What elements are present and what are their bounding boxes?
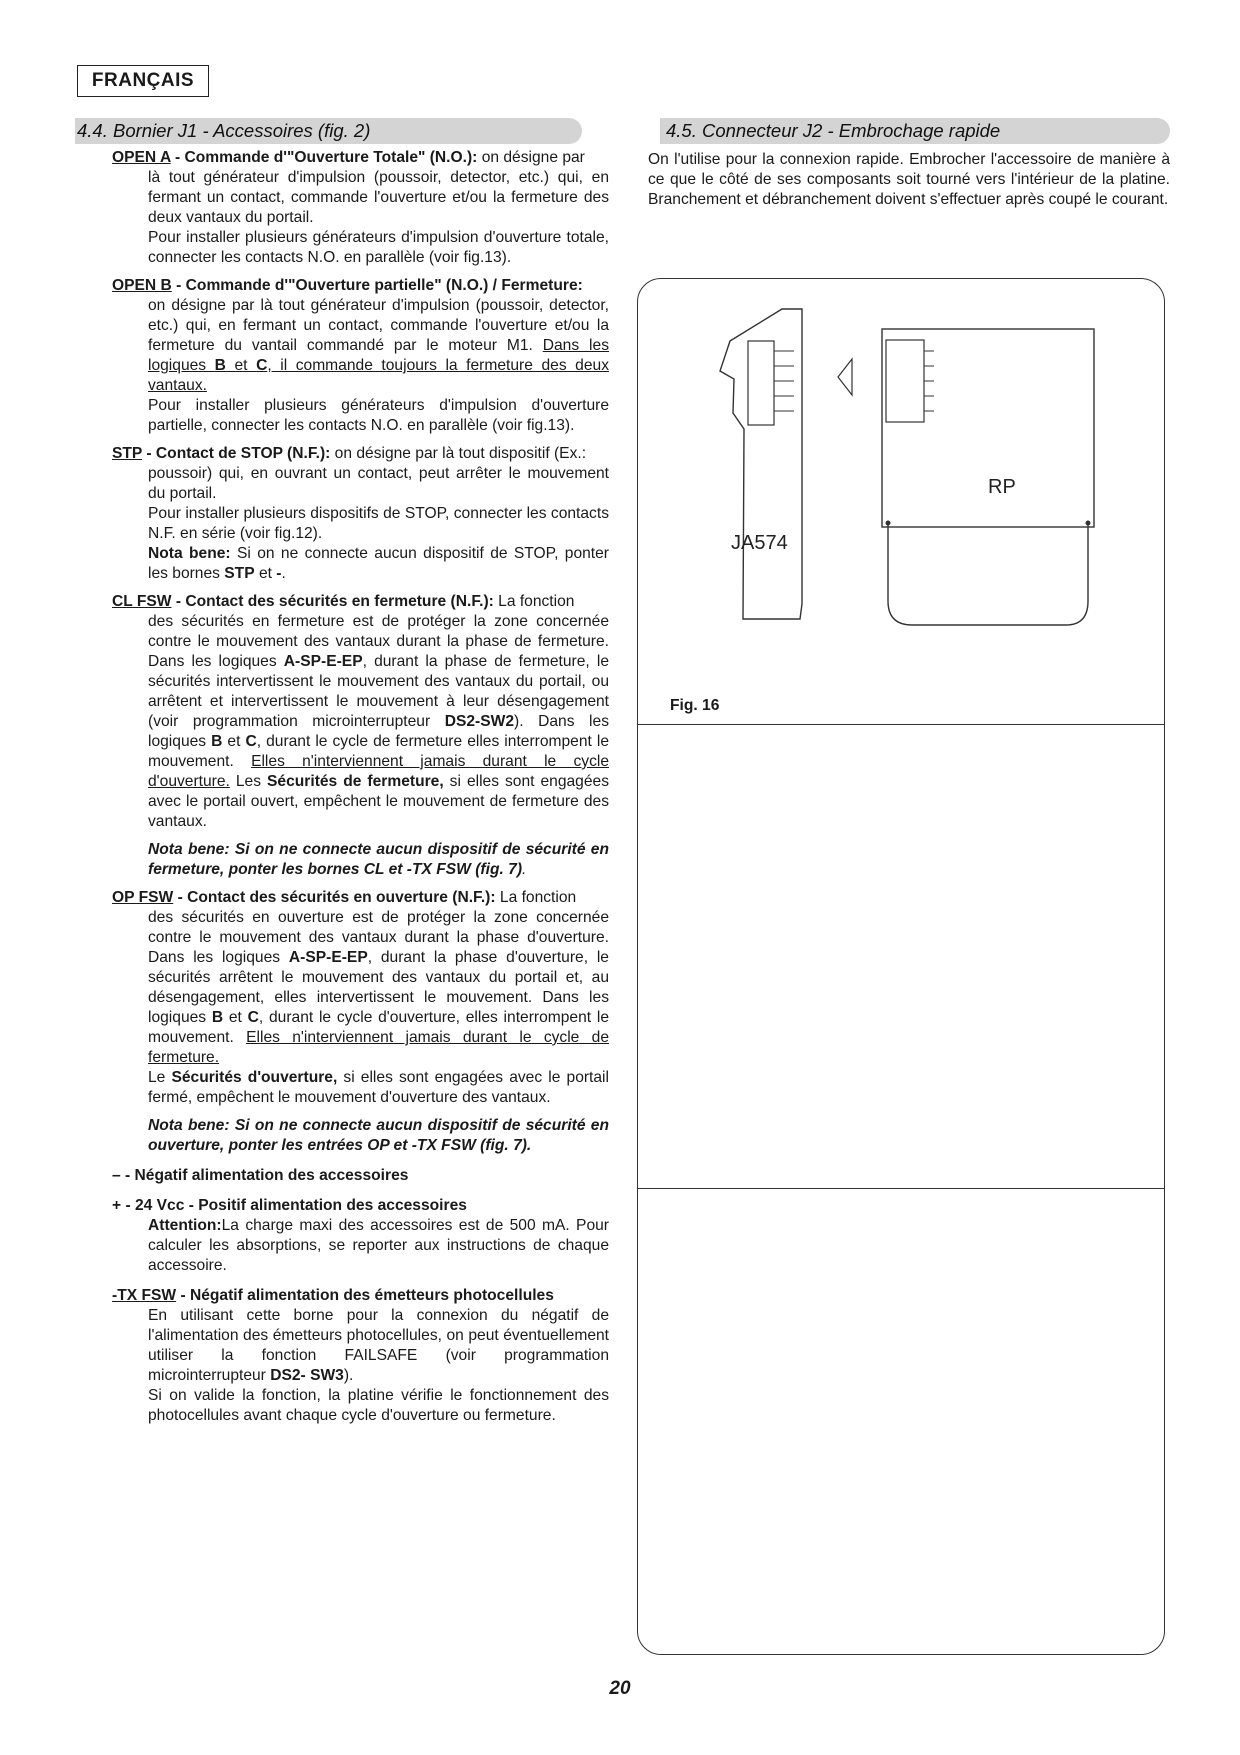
text-run: En utilisant cette borne pour la connexion du négatif de l'alimentation des émetteurs photocellules, on peut éventuellement utiliser la fonction FAILSAFE (voir programmation microinterrupteur xyxy=(148,1307,609,1384)
text-run: C xyxy=(256,357,268,374)
text-run: DS2-SW2 xyxy=(444,713,515,730)
item-paragraph xyxy=(148,612,609,832)
text-run: des sécurités en ouverture est de protéger la zone concernée contre le mouvement des vantaux durant la phase d'ouverture. Dans les logiques xyxy=(148,909,609,966)
insertion-arrow xyxy=(838,359,852,395)
text-run: et xyxy=(254,565,277,582)
item-paragraph xyxy=(148,1306,609,1386)
text-run: B xyxy=(211,1009,224,1026)
item-negatif xyxy=(112,1166,609,1186)
item-paragraph: Pour installer plusieurs dispositifs de STOP, connecter les contacts N.F. en série (voir fig.12). xyxy=(148,505,609,542)
item-positif xyxy=(112,1196,609,1276)
item-title: - Contact des sécurités en fermeture (N.F.): xyxy=(171,593,494,610)
text-run: , il commande toujours la fermeture des deux vantaux. xyxy=(148,357,609,394)
text-run: Nota bene: Si on ne connecte aucun dispositif de sécurité en fermeture, ponter les bornes CL et -TX FSW (fig. 7) xyxy=(148,841,609,878)
text-run: et xyxy=(225,357,257,374)
text-run: ). xyxy=(343,1367,354,1384)
item-open-a xyxy=(112,148,609,268)
item-title: - Contact des sécurités en ouverture (N.F.): xyxy=(173,889,496,906)
text-run: Attention: xyxy=(148,1217,222,1234)
text-run: Nota bene: xyxy=(148,545,231,562)
term-open-a: OPEN A xyxy=(112,149,171,166)
text-run: DS2- SW3 xyxy=(270,1367,344,1384)
term-cl-fsw: CL FSW xyxy=(112,593,172,610)
ja574-connector xyxy=(748,341,774,425)
item-paragraph xyxy=(148,296,609,396)
item-title: - Commande d'"Ouverture Totale" (N.O.): xyxy=(170,149,478,166)
figure-caption: Fig. 16 xyxy=(670,697,720,714)
text-run: on désigne par là tout générateur d'impulsion (poussoir, detector, etc.) qui, en fermant un contact, commande l'ouverture et/ou la fermeture du vantail commandé par le moteur M1. xyxy=(148,297,609,354)
cable-terminal-right xyxy=(1086,521,1091,526)
connecteur-j2-text: On l'utilise pour la connexion rapide. Embrocher l'accessoire de manière à ce que le côté de ses composants soit tourné vers l'intérieur de la platine. Branchement et débranchement doivent s'effectuer après coupé le courant. xyxy=(648,151,1170,208)
text-run: et xyxy=(223,1009,248,1026)
section-header-connecteur-j2: 4.5. Connecteur J2 - Embrochage rapide xyxy=(660,118,1170,144)
cable-loop xyxy=(888,525,1088,625)
text-run: . xyxy=(281,565,286,582)
text-run: C xyxy=(245,733,257,750)
nota-bene xyxy=(148,840,609,880)
text-run: STP xyxy=(224,565,255,582)
ja574-label: JA574 xyxy=(731,532,788,554)
term-open-b: OPEN B xyxy=(112,277,172,294)
item-paragraph xyxy=(148,1068,609,1108)
text-run: , durant le cycle de fermeture elles interrompent le mouvement. xyxy=(148,733,610,770)
text-run: C xyxy=(247,1009,259,1026)
figure-frame xyxy=(637,278,1165,1655)
item-paragraph: Si on valide la fonction, la platine vérifie le fonctionnement des photocellules avant chaque cycle d'ouverture ou fermeture. xyxy=(148,1387,609,1424)
text-run: Sécurités de fermeture, xyxy=(267,773,444,790)
text-run: , durant la phase de fermeture, le sécurités intervertissent le mouvement des vantaux du portail, ou arrêtent et intervertissent le mouvement à leur désengagement (voir programmation microinterrupteur xyxy=(148,653,609,730)
fig16-diagram xyxy=(638,279,1166,699)
language-label: FRANÇAIS xyxy=(77,65,209,97)
item-paragraph: là tout générateur d'impulsion (poussoir, detector, etc.) qui, en fermant un contact, commande l'ouverture et/ou la fermeture des deux vantaux du portail. xyxy=(148,169,609,226)
item-open-b xyxy=(112,276,609,436)
ja574-connector-pins xyxy=(774,351,794,411)
item-title: - Négatif alimentation des émetteurs photocellules xyxy=(176,1287,554,1304)
nota-bene xyxy=(148,544,609,584)
text-run: et xyxy=(222,733,246,750)
item-op-fsw xyxy=(112,888,609,1156)
item-intro: La fonction xyxy=(493,593,575,610)
item-tx-fsw xyxy=(112,1286,609,1426)
item-intro: on désigne par là tout dispositif (Ex.: xyxy=(330,445,587,462)
text-run: , durant le cycle d'ouverture, elles interrompent le mouvement. xyxy=(148,1009,609,1046)
item-title: - Commande d'"Ouverture partielle" (N.O.) / Fermeture: xyxy=(171,277,583,294)
text-run: Si on ne connecte aucun dispositif de STOP, ponter les bornes xyxy=(148,545,609,582)
text-run: Elles n'interviennent jamais durant le cycle d'ouverture. xyxy=(148,753,610,790)
rp-connector xyxy=(886,340,924,422)
item-stp xyxy=(112,444,609,584)
text-run: B xyxy=(214,357,226,374)
ja574-card-outline xyxy=(720,309,802,619)
figure-divider-1 xyxy=(638,724,1164,725)
figure-divider-2 xyxy=(638,1188,1164,1189)
text-run: A-SP-E-EP xyxy=(283,653,363,670)
term-tx-fsw: -TX FSW xyxy=(112,1287,177,1304)
text-run: Dans les logiques xyxy=(148,337,609,374)
text-run: B xyxy=(211,733,223,750)
text-run: si elles sont engagées avec le portail ouvert, empêchent le mouvement de fermeture des vantaux. xyxy=(148,773,609,830)
text-run: Sécurités d'ouverture, xyxy=(171,1069,338,1086)
text-run: , durant la phase d'ouverture, le sécurités arrêtent le mouvement des vantaux du portail et, au désengagement, elles intervertissent le mouvement. Dans les logiques xyxy=(148,949,609,1026)
nota-bene: Nota bene: Si on ne connecte aucun dispositif de sécurité en ouverture, ponter les entrées OP et -TX FSW (fig. 7). xyxy=(148,1117,609,1154)
page-number: 20 xyxy=(609,1678,631,1699)
term-stp: STP xyxy=(112,445,143,462)
left-column xyxy=(112,148,609,1434)
cable-terminal-left xyxy=(886,521,891,526)
rp-connector-pins xyxy=(924,351,934,411)
text-run: La charge maxi des accessoires est de 500 mA. Pour calculer les absorptions, se reporter aux instructions de chaque accessoire. xyxy=(148,1217,609,1274)
attention-note xyxy=(148,1216,609,1276)
text-run: si elles sont engagées avec le portail fermé, empêchent le mouvement d'ouverture des vantaux. xyxy=(148,1069,609,1106)
term-minus: – xyxy=(112,1167,121,1184)
text-run: Le xyxy=(148,1069,172,1086)
text-run: - xyxy=(276,565,282,582)
text-run: A-SP-E-EP xyxy=(288,949,368,966)
term-plus: + xyxy=(112,1197,122,1214)
item-paragraph: Pour installer plusieurs générateurs d'impulsion d'ouverture partielle, connecter les contacts N.O. en parallèle (voir fig.13). xyxy=(148,397,609,434)
section-header-bornier-j1: 4.4. Bornier J1 - Accessoires (fig. 2) xyxy=(75,118,582,144)
item-intro: on désigne par xyxy=(477,149,585,166)
text-run: des sécurités en fermeture est de protéger la zone concernée contre le mouvement des vantaux durant la phase de fermeture. Dans les logiques xyxy=(148,613,609,670)
item-title: - 24 Vcc - Positif alimentation des accessoires xyxy=(121,1197,467,1214)
item-cl-fsw xyxy=(112,592,609,880)
term-op-fsw: OP FSW xyxy=(112,889,174,906)
rp-label: RP xyxy=(988,476,1016,498)
text-run: Les xyxy=(229,773,268,790)
text-run: ). Dans les logiques xyxy=(148,713,609,750)
item-intro: La fonction xyxy=(495,889,577,906)
text-run: Elles n'interviennent jamais durant le cycle de fermeture. xyxy=(148,1029,609,1066)
item-title: - Contact de STOP (N.F.): xyxy=(142,445,331,462)
text-run: . xyxy=(522,861,527,878)
item-title: - Négatif alimentation des accessoires xyxy=(120,1167,409,1184)
item-paragraph: poussoir) qui, en ouvrant un contact, peut arrêter le mouvement du portail. xyxy=(148,465,609,502)
item-paragraph: Pour installer plusieurs générateurs d'impulsion d'ouverture totale, connecter les contacts N.O. en parallèle (voir fig.13). xyxy=(148,229,609,266)
item-paragraph xyxy=(148,908,609,1068)
